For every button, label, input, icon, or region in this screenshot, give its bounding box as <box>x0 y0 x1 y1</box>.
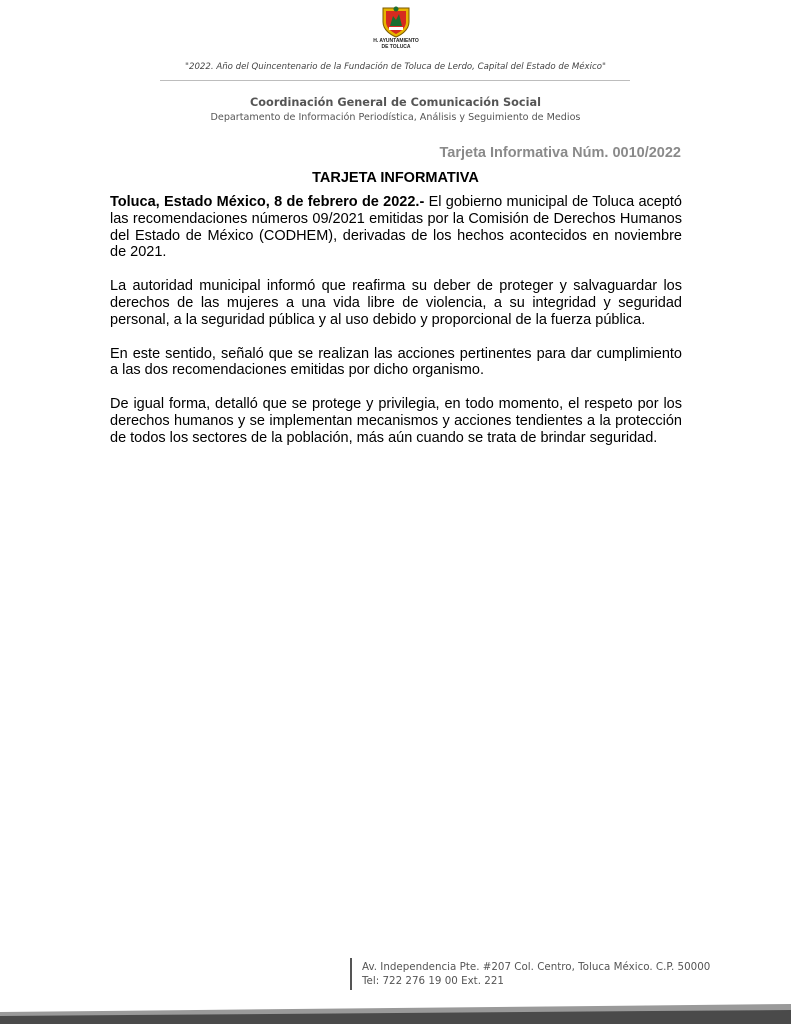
document-body <box>110 194 682 464</box>
lead-text: El gobierno municipal de Toluca aceptó las recomendaciones números 09/2021 emitidas por la Comisión de Derechos Humanos del Estado de México (CODHEM), derivadas de los hechos acontecidos en noviembre de 2021. <box>110 194 682 261</box>
logo-caption <box>368 38 424 50</box>
body-paragraph-2: En este sentido, señaló que se realizan las acciones pertinentes para dar cumplimiento a las dos recomendaciones emitidas por dicho organismo. <box>110 345 682 379</box>
document-title: TARJETA INFORMATIVA <box>312 170 479 186</box>
footer-stripe <box>0 1000 791 1024</box>
footer-address: Av. Independencia Pte. #207 Col. Centro, Toluca México. C.P. 50000 <box>362 961 711 973</box>
lead-paragraph <box>110 194 682 261</box>
body-paragraph-3: De igual forma, detalló que se protege y privilegia, en todo momento, el respeto por los derechos humanos y se implementan mecanismos y acciones tendientes a la protección de todos los sectores de la población, más aún cuando se trata de brindar seguridad. <box>110 396 682 446</box>
logo-text-line1: H. AYUNTAMIENTO <box>373 38 419 44</box>
coordination-title: Coordinación General de Comunicación Social <box>250 96 541 109</box>
card-number: Tarjeta Informativa Núm. 0010/2022 <box>439 145 681 161</box>
body-paragraph-1: La autoridad municipal informó que reafirma su deber de proteger y salvaguardar los derechos de las mujeres a una vida libre de violencia, a su integridad y seguridad personal, a la seguridad pública y al uso debido y proporcional de la fuerza pública. <box>110 278 682 328</box>
footer-phone: Tel: 722 276 19 00 Ext. 221 <box>362 975 504 987</box>
toluca-coat-of-arms-logo <box>368 4 424 50</box>
year-motto: "2022. Año del Quincentenario de la Fundación de Toluca de Lerdo, Capital del Estado de México" <box>185 62 606 72</box>
footer-divider <box>350 958 352 990</box>
coat-of-arms-icon <box>379 4 413 38</box>
dateline: Toluca, Estado México, 8 de febrero de 2022.- <box>110 194 425 210</box>
department-subtitle: Departamento de Información Periodística, Análisis y Seguimiento de Medios <box>210 112 581 123</box>
footer-contact <box>362 960 710 988</box>
logo-text-line2: DE TOLUCA <box>381 44 411 50</box>
header-divider <box>160 80 630 81</box>
